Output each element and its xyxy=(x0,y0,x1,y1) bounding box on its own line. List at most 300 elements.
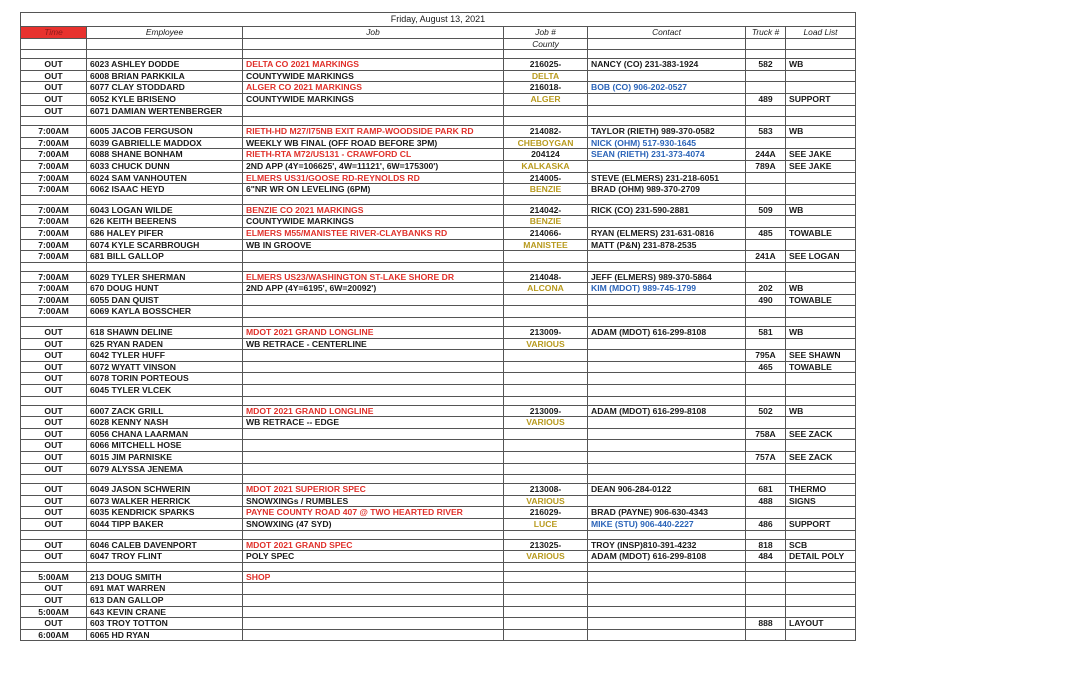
job-cell: SNOWXINGs / RUMBLES xyxy=(243,495,504,507)
contact-cell: SEAN (RIETH) 231-373-4074 xyxy=(588,149,746,161)
employee-cell: 686 HALEY PIFER xyxy=(87,227,243,239)
load-list-cell: WB xyxy=(786,204,856,216)
contact-cell: KIM (MDOT) 989-745-1799 xyxy=(588,283,746,295)
time-cell: OUT xyxy=(21,551,87,563)
job-number-cell: KALKASKA xyxy=(504,160,588,172)
load-list-cell xyxy=(786,606,856,618)
truck-cell: 490 xyxy=(746,294,786,306)
job-cell xyxy=(243,373,504,385)
schedule-sheet xyxy=(20,12,855,641)
job-number-cell: 213009- xyxy=(504,327,588,339)
job-number-cell: VARIOUS xyxy=(504,551,588,563)
time-cell: 7:00AM xyxy=(21,251,87,263)
truck-cell xyxy=(746,507,786,519)
time-cell: 7:00AM xyxy=(21,239,87,251)
contact-cell: NICK (OHM) 517-930-1645 xyxy=(588,137,746,149)
table-row xyxy=(21,440,856,452)
load-list-cell: WB xyxy=(786,126,856,138)
job-cell: WB RETRACE -- EDGE xyxy=(243,417,504,429)
truck-cell xyxy=(746,172,786,184)
job-number-cell: 214066- xyxy=(504,227,588,239)
contact-cell: DEAN 906-284-0122 xyxy=(588,484,746,496)
employee-cell: 6062 ISAAC HEYD xyxy=(87,184,243,196)
contact-cell xyxy=(588,338,746,350)
job-cell xyxy=(243,629,504,641)
spacer-row xyxy=(21,117,856,126)
time-cell: 7:00AM xyxy=(21,137,87,149)
contact-cell xyxy=(588,361,746,373)
time-cell: OUT xyxy=(21,440,87,452)
truck-cell xyxy=(746,606,786,618)
time-cell: OUT xyxy=(21,463,87,475)
job-cell: MDOT 2021 GRAND SPEC xyxy=(243,539,504,551)
time-cell: OUT xyxy=(21,105,87,117)
time-cell: OUT xyxy=(21,361,87,373)
table-row xyxy=(21,373,856,385)
load-list-cell: WB xyxy=(786,327,856,339)
contact-cell: RYAN (ELMERS) 231-631-0816 xyxy=(588,227,746,239)
employee-cell: 6005 JACOB FERGUSON xyxy=(87,126,243,138)
time-cell: 7:00AM xyxy=(21,126,87,138)
employee-cell: 6071 DAMIAN WERTENBERGER xyxy=(87,105,243,117)
truck-cell: 818 xyxy=(746,539,786,551)
load-list-cell: WB xyxy=(786,283,856,295)
time-cell: 7:00AM xyxy=(21,283,87,295)
load-list-cell: SUPPORT xyxy=(786,518,856,530)
table-row xyxy=(21,594,856,606)
spacer-row xyxy=(21,396,856,405)
time-cell: 6:00AM xyxy=(21,629,87,641)
job-cell xyxy=(243,440,504,452)
job-number-cell xyxy=(504,571,588,583)
job-cell: WEEKLY WB FINAL (OFF ROAD BEFORE 3PM) xyxy=(243,137,504,149)
job-number-cell: 216025- xyxy=(504,59,588,71)
truck-cell: 795A xyxy=(746,350,786,362)
contact-cell xyxy=(588,70,746,82)
time-cell: OUT xyxy=(21,539,87,551)
header-county: County xyxy=(504,38,588,50)
table-row xyxy=(21,160,856,172)
employee-cell: 670 DOUG HUNT xyxy=(87,283,243,295)
time-cell: OUT xyxy=(21,484,87,496)
job-cell xyxy=(243,428,504,440)
time-cell: OUT xyxy=(21,594,87,606)
time-cell: OUT xyxy=(21,93,87,105)
contact-cell xyxy=(588,463,746,475)
time-cell: OUT xyxy=(21,452,87,464)
contact-cell: TAYLOR (RIETH) 989-370-0582 xyxy=(588,126,746,138)
employee-cell: 6072 WYATT VINSON xyxy=(87,361,243,373)
employee-cell: 6065 HD RYAN xyxy=(87,629,243,641)
job-number-cell: BENZIE xyxy=(504,216,588,228)
job-number-cell xyxy=(504,629,588,641)
contact-cell xyxy=(588,350,746,362)
job-number-cell xyxy=(504,294,588,306)
truck-cell: 485 xyxy=(746,227,786,239)
employee-cell: 6079 ALYSSA JENEMA xyxy=(87,463,243,475)
load-list-cell xyxy=(786,82,856,94)
job-cell: WB RETRACE - CENTERLINE xyxy=(243,338,504,350)
header-contact: Contact xyxy=(588,27,746,39)
table-row xyxy=(21,452,856,464)
load-list-cell: WB xyxy=(786,405,856,417)
job-cell xyxy=(243,306,504,318)
truck-cell xyxy=(746,594,786,606)
job-number-cell xyxy=(504,618,588,630)
job-cell: 6"NR WR ON LEVELING (6PM) xyxy=(243,184,504,196)
job-number-cell: 216018- xyxy=(504,82,588,94)
job-number-cell xyxy=(504,583,588,595)
time-cell: OUT xyxy=(21,507,87,519)
time-cell: 7:00AM xyxy=(21,216,87,228)
job-cell: ELMERS M55/MANISTEE RIVER-CLAYBANKS RD xyxy=(243,227,504,239)
job-number-cell: VARIOUS xyxy=(504,338,588,350)
contact-cell xyxy=(588,594,746,606)
job-cell xyxy=(243,294,504,306)
truck-cell xyxy=(746,137,786,149)
employee-cell: 603 TROY TOTTON xyxy=(87,618,243,630)
job-number-cell: VARIOUS xyxy=(504,417,588,429)
job-number-cell: 214005- xyxy=(504,172,588,184)
employee-cell: 6056 CHANA LAARMAN xyxy=(87,428,243,440)
employee-cell: 213 DOUG SMITH xyxy=(87,571,243,583)
time-cell: 7:00AM xyxy=(21,204,87,216)
load-list-cell: SEE JAKE xyxy=(786,149,856,161)
truck-cell xyxy=(746,184,786,196)
job-cell: ELMERS US23/WASHINGTON ST-LAKE SHORE DR xyxy=(243,271,504,283)
job-cell xyxy=(243,606,504,618)
table-row xyxy=(21,59,856,71)
job-cell: MDOT 2021 SUPERIOR SPEC xyxy=(243,484,504,496)
job-cell: ELMERS US31/GOOSE RD-REYNOLDS RD xyxy=(243,172,504,184)
spacer-row xyxy=(21,318,856,327)
time-cell: OUT xyxy=(21,338,87,350)
table-row xyxy=(21,137,856,149)
subheader-row xyxy=(21,38,856,50)
table-row xyxy=(21,306,856,318)
contact-cell xyxy=(588,452,746,464)
job-number-cell: MANISTEE xyxy=(504,239,588,251)
employee-cell: 6078 TORIN PORTEOUS xyxy=(87,373,243,385)
contact-cell xyxy=(588,428,746,440)
spacer-row xyxy=(21,562,856,571)
job-cell: ALGER CO 2021 MARKINGS xyxy=(243,82,504,94)
load-list-cell: SEE ZACK xyxy=(786,452,856,464)
job-number-cell xyxy=(504,105,588,117)
table-row xyxy=(21,70,856,82)
time-cell: OUT xyxy=(21,417,87,429)
job-cell: 2ND APP (4Y=106625', 4W=11121', 6W=175300') xyxy=(243,160,504,172)
job-number-cell: ALGER xyxy=(504,93,588,105)
employee-cell: 6029 TYLER SHERMAN xyxy=(87,271,243,283)
time-cell: OUT xyxy=(21,583,87,595)
job-cell: RIETH-RTA M72/US131 - CRAWFORD CL xyxy=(243,149,504,161)
contact-cell: MIKE (STU) 906-440-2227 xyxy=(588,518,746,530)
job-cell: COUNTYWIDE MARKINGS xyxy=(243,70,504,82)
job-number-cell xyxy=(504,306,588,318)
table-row xyxy=(21,172,856,184)
table-row xyxy=(21,350,856,362)
employee-cell: 6046 CALEB DAVENPORT xyxy=(87,539,243,551)
header-row xyxy=(21,27,856,39)
schedule-date: Friday, August 13, 2021 xyxy=(21,13,856,27)
employee-cell: 6007 ZACK GRILL xyxy=(87,405,243,417)
table-row xyxy=(21,551,856,563)
load-list-cell: THERMO xyxy=(786,484,856,496)
truck-cell xyxy=(746,271,786,283)
table-row xyxy=(21,216,856,228)
header-truck: Truck # xyxy=(746,27,786,39)
table-row xyxy=(21,82,856,94)
contact-cell xyxy=(588,160,746,172)
table-row xyxy=(21,227,856,239)
truck-cell: 888 xyxy=(746,618,786,630)
truck-cell: 757A xyxy=(746,452,786,464)
truck-cell: 581 xyxy=(746,327,786,339)
job-number-cell xyxy=(504,463,588,475)
job-cell xyxy=(243,452,504,464)
job-number-cell xyxy=(504,251,588,263)
contact-cell: STEVE (ELMERS) 231-218-6051 xyxy=(588,172,746,184)
job-number-cell: CHEBOYGAN xyxy=(504,137,588,149)
load-list-cell: SEE JAKE xyxy=(786,160,856,172)
time-cell: 7:00AM xyxy=(21,294,87,306)
table-row xyxy=(21,417,856,429)
truck-cell: 465 xyxy=(746,361,786,373)
job-number-cell: 214048- xyxy=(504,271,588,283)
truck-cell: 202 xyxy=(746,283,786,295)
contact-cell xyxy=(588,93,746,105)
contact-cell: BOB (CO) 906-202-0527 xyxy=(588,82,746,94)
contact-cell xyxy=(588,373,746,385)
contact-cell: ADAM (MDOT) 616-299-8108 xyxy=(588,405,746,417)
truck-cell xyxy=(746,463,786,475)
job-cell: COUNTYWIDE MARKINGS xyxy=(243,216,504,228)
truck-cell: 758A xyxy=(746,428,786,440)
load-list-cell: TOWABLE xyxy=(786,294,856,306)
truck-cell xyxy=(746,417,786,429)
time-cell: OUT xyxy=(21,70,87,82)
time-cell: 7:00AM xyxy=(21,172,87,184)
employee-cell: 613 DAN GALLOP xyxy=(87,594,243,606)
table-row xyxy=(21,618,856,630)
header-job: Job xyxy=(243,27,504,39)
time-cell: OUT xyxy=(21,373,87,385)
job-cell: POLY SPEC xyxy=(243,551,504,563)
job-cell: SHOP xyxy=(243,571,504,583)
truck-cell xyxy=(746,105,786,117)
table-row xyxy=(21,338,856,350)
load-list-cell xyxy=(786,629,856,641)
employee-cell: 6069 KAYLA BOSSCHER xyxy=(87,306,243,318)
time-cell: 7:00AM xyxy=(21,160,87,172)
job-number-cell: BENZIE xyxy=(504,184,588,196)
job-cell xyxy=(243,583,504,595)
employee-cell: 625 RYAN RADEN xyxy=(87,338,243,350)
table-row xyxy=(21,606,856,618)
contact-cell xyxy=(588,571,746,583)
load-list-cell xyxy=(786,417,856,429)
contact-cell xyxy=(588,306,746,318)
contact-cell: ADAM (MDOT) 616-299-8108 xyxy=(588,551,746,563)
load-list-cell xyxy=(786,373,856,385)
employee-cell: 6055 DAN QUIST xyxy=(87,294,243,306)
truck-cell: 486 xyxy=(746,518,786,530)
spacer-row xyxy=(21,530,856,539)
spacer-row xyxy=(21,262,856,271)
load-list-cell xyxy=(786,172,856,184)
contact-cell: BRAD (PAYNE) 906-630-4343 xyxy=(588,507,746,519)
contact-cell: BRAD (OHM) 989-370-2709 xyxy=(588,184,746,196)
table-row xyxy=(21,239,856,251)
contact-cell xyxy=(588,495,746,507)
job-number-cell: 213008- xyxy=(504,484,588,496)
load-list-cell: SEE SHAWN xyxy=(786,350,856,362)
table-row xyxy=(21,126,856,138)
table-row xyxy=(21,271,856,283)
load-list-cell: SEE LOGAN xyxy=(786,251,856,263)
time-cell: OUT xyxy=(21,618,87,630)
time-cell: OUT xyxy=(21,428,87,440)
employee-cell: 6066 MITCHELL HOSE xyxy=(87,440,243,452)
job-number-cell xyxy=(504,373,588,385)
time-cell: 7:00AM xyxy=(21,184,87,196)
load-list-cell: DETAIL POLY xyxy=(786,551,856,563)
load-list-cell: TOWABLE xyxy=(786,227,856,239)
load-list-cell xyxy=(786,306,856,318)
job-number-cell: 214042- xyxy=(504,204,588,216)
job-cell xyxy=(243,105,504,117)
job-cell xyxy=(243,618,504,630)
job-number-cell xyxy=(504,385,588,397)
contact-cell xyxy=(588,294,746,306)
contact-cell: TROY (INSP)810-391-4232 xyxy=(588,539,746,551)
date-row xyxy=(21,13,856,27)
truck-cell: 681 xyxy=(746,484,786,496)
truck-cell: 582 xyxy=(746,59,786,71)
time-cell: 5:00AM xyxy=(21,606,87,618)
load-list-cell xyxy=(786,70,856,82)
time-cell: OUT xyxy=(21,495,87,507)
schedule-table xyxy=(20,12,856,641)
time-cell: OUT xyxy=(21,350,87,362)
truck-cell xyxy=(746,583,786,595)
load-list-cell xyxy=(786,271,856,283)
contact-cell xyxy=(588,618,746,630)
truck-cell: 489 xyxy=(746,93,786,105)
contact-cell xyxy=(588,440,746,452)
job-number-cell xyxy=(504,606,588,618)
table-row xyxy=(21,539,856,551)
truck-cell: 509 xyxy=(746,204,786,216)
job-number-cell xyxy=(504,361,588,373)
time-cell: 5:00AM xyxy=(21,571,87,583)
load-list-cell xyxy=(786,583,856,595)
load-list-cell: SIGNS xyxy=(786,495,856,507)
job-number-cell: 213025- xyxy=(504,539,588,551)
table-row xyxy=(21,495,856,507)
job-cell: COUNTYWIDE MARKINGS xyxy=(243,93,504,105)
load-list-cell: TOWABLE xyxy=(786,361,856,373)
truck-cell xyxy=(746,82,786,94)
job-cell: PAYNE COUNTY ROAD 407 @ TWO HEARTED RIVER xyxy=(243,507,504,519)
table-row xyxy=(21,428,856,440)
spacer-row xyxy=(21,195,856,204)
job-number-cell xyxy=(504,452,588,464)
employee-cell: 6047 TROY FLINT xyxy=(87,551,243,563)
job-cell: MDOT 2021 GRAND LONGLINE xyxy=(243,327,504,339)
contact-cell xyxy=(588,216,746,228)
employee-cell: 6077 CLAY STODDARD xyxy=(87,82,243,94)
employee-cell: 6074 KYLE SCARBROUGH xyxy=(87,239,243,251)
table-row xyxy=(21,184,856,196)
header-load-list: Load List xyxy=(786,27,856,39)
load-list-cell xyxy=(786,463,856,475)
job-cell: WB IN GROOVE xyxy=(243,239,504,251)
spacer-row xyxy=(21,475,856,484)
employee-cell: 6043 LOGAN WILDE xyxy=(87,204,243,216)
contact-cell xyxy=(588,606,746,618)
table-row xyxy=(21,629,856,641)
table-row xyxy=(21,507,856,519)
job-number-cell: DELTA xyxy=(504,70,588,82)
truck-cell xyxy=(746,70,786,82)
table-row xyxy=(21,204,856,216)
table-row xyxy=(21,583,856,595)
header-job-number: Job # xyxy=(504,27,588,39)
contact-cell: JEFF (ELMERS) 989-370-5864 xyxy=(588,271,746,283)
job-cell: DELTA CO 2021 MARKINGS xyxy=(243,59,504,71)
truck-cell xyxy=(746,385,786,397)
job-cell xyxy=(243,350,504,362)
time-cell: OUT xyxy=(21,82,87,94)
truck-cell: 484 xyxy=(746,551,786,563)
employee-cell: 6042 TYLER HUFF xyxy=(87,350,243,362)
table-row xyxy=(21,571,856,583)
spacer-row xyxy=(21,50,856,59)
truck-cell: 244A xyxy=(746,149,786,161)
table-row xyxy=(21,251,856,263)
time-cell: OUT xyxy=(21,59,87,71)
table-row xyxy=(21,283,856,295)
job-number-cell: 204124 xyxy=(504,149,588,161)
truck-cell xyxy=(746,239,786,251)
table-row xyxy=(21,405,856,417)
table-row xyxy=(21,93,856,105)
contact-cell: MATT (P&N) 231-878-2535 xyxy=(588,239,746,251)
employee-cell: 6073 WALKER HERRICK xyxy=(87,495,243,507)
load-list-cell xyxy=(786,507,856,519)
contact-cell xyxy=(588,629,746,641)
table-row xyxy=(21,361,856,373)
employee-cell: 6045 TYLER VLCEK xyxy=(87,385,243,397)
table-row xyxy=(21,484,856,496)
truck-cell: 583 xyxy=(746,126,786,138)
employee-cell: 6049 JASON SCHWERIN xyxy=(87,484,243,496)
contact-cell: ADAM (MDOT) 616-299-8108 xyxy=(588,327,746,339)
employee-cell: 6023 ASHLEY DODDE xyxy=(87,59,243,71)
load-list-cell xyxy=(786,184,856,196)
truck-cell xyxy=(746,373,786,385)
time-cell: OUT xyxy=(21,385,87,397)
job-cell xyxy=(243,594,504,606)
job-cell: BENZIE CO 2021 MARKINGS xyxy=(243,204,504,216)
truck-cell xyxy=(746,629,786,641)
load-list-cell xyxy=(786,594,856,606)
employee-cell: 691 MAT WARREN xyxy=(87,583,243,595)
job-number-cell: ALCONA xyxy=(504,283,588,295)
time-cell: OUT xyxy=(21,327,87,339)
